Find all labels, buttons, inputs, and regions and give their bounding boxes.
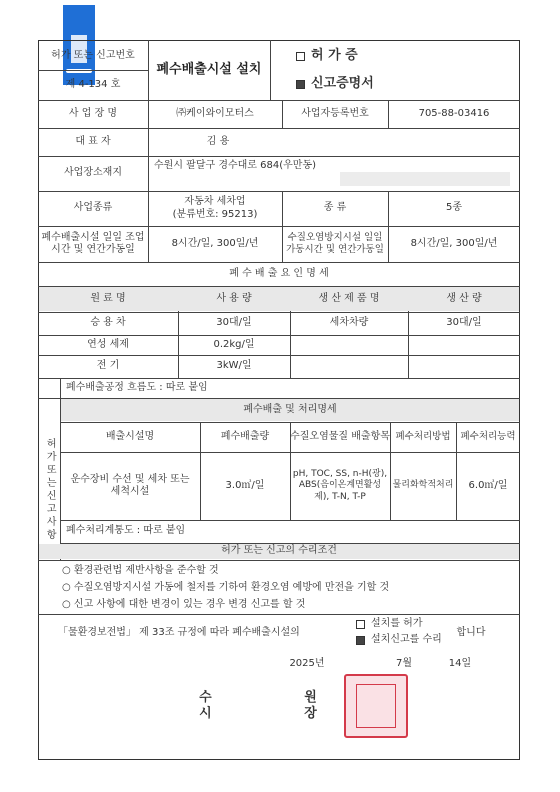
material-3: 전 기 (96, 360, 120, 372)
permit-number: 제 4-134 호 (65, 79, 121, 91)
process-note: 폐수배출공정 흐름도 : 따로 붙임 (66, 381, 208, 393)
redaction-bar (340, 172, 510, 186)
permit-install-checkbox (356, 620, 365, 629)
factors-section-title: 폐 수 배 출 요 인 명 세 (229, 267, 329, 279)
footer-option-1: 설치를 허가 (350, 617, 470, 631)
col-output: 생 산 량 (446, 292, 482, 304)
op-time-value: 8시간/일, 300일/년 (171, 237, 259, 249)
usage-2: 0.2kg/일 (213, 338, 255, 350)
op-time-label: 폐수배출시설 일일 조업시간 및 연간가동일 (41, 231, 145, 255)
footer-statement: 「물환경보전법」 제 33조 규정에 따라 폐수배출시설의 (58, 626, 300, 638)
site-name: ㈜케이와이모터스 (176, 107, 254, 119)
col-items: 수질오염물질 배출항목 (290, 430, 390, 442)
product-1: 세차차량 (329, 317, 369, 329)
footer-suffix: 합니다 (456, 626, 486, 638)
side-label: 허가또는신고사항 (44, 438, 56, 542)
condition-2: ○ 수질오염방지시설 가동에 철저를 기하여 환경오염 예방에 만전을 기할 것 (62, 582, 390, 594)
reg-no: 705-88-03416 (418, 107, 490, 119)
document-title: 폐수배출시설 설치 (156, 61, 262, 77)
col-usage: 사 용 량 (216, 292, 252, 304)
treatment-capacity: 6.0㎥/일 (468, 479, 508, 491)
kind-label: 종 류 (323, 202, 347, 214)
permit-number-label: 허가 또는 신고번호 (51, 49, 135, 61)
col-capacity: 폐수처리능력 (460, 431, 516, 443)
report-accept-checkbox (356, 636, 365, 645)
site-name-label: 사 업 장 명 (68, 107, 118, 119)
report-checkbox (296, 80, 305, 89)
issuer: 수 원 시 장 (199, 689, 361, 721)
col-method: 폐수처리방법 (395, 431, 451, 443)
rep-name: 김 용 (206, 135, 230, 147)
material-1: 승 용 차 (90, 317, 126, 329)
rep-label: 대 표 자 (75, 135, 111, 147)
treatment-note: 폐수처리계통도 : 따로 붙임 (66, 525, 186, 537)
prev-time-value: 8시간/일, 300일/년 (410, 237, 498, 249)
condition-3: ○ 신고 사항에 대한 변경이 있는 경우 변경 신고를 할 것 (62, 599, 306, 611)
address-label: 사업장소재지 (64, 167, 122, 179)
option-permit: 허 가 증 (290, 44, 490, 68)
discharge-amount: 3.0㎥/일 (225, 479, 265, 491)
usage-1: 30대/일 (216, 317, 252, 329)
condition-1: ○ 환경관련법 제반사항을 준수할 것 (62, 565, 219, 577)
option-report: 신고증명서 (290, 72, 490, 96)
permit-checkbox (296, 52, 305, 61)
material-2: 연성 세제 (87, 338, 129, 350)
col-material: 원 료 명 (90, 292, 126, 304)
col-facility: 배출시설명 (105, 430, 155, 442)
reg-no-label: 사업자등록번호 (301, 107, 369, 119)
address: 수원시 팔달구 경수대로 684(우만동) (154, 159, 317, 171)
treatment-method: 물리화학적처리 (392, 480, 454, 491)
business-type: 자동차 세차업 (분류번호: 95213) (172, 196, 258, 220)
col-product: 생 산 제 품 명 (318, 292, 380, 304)
usage-3: 3kW/일 (216, 360, 252, 372)
facility-name: 운수장비 수선 및 세차 또는 세척시설 (70, 473, 190, 497)
col-amount: 폐수배출량 (220, 430, 270, 442)
pollutant-items: pH, TOC, SS, n-H(광), ABS(음이온계면활성제), T-N, T-P (292, 469, 388, 502)
conditions-title: 허가 또는 신고의 수리조건 (221, 545, 337, 557)
kind-value: 5종 (445, 202, 463, 214)
footer-option-2: 설치신고를 수리 (350, 633, 470, 647)
date-day: 14일 (448, 657, 472, 669)
prev-time-label: 수질오염방지시설 일일 가동시간 및 연간가동일 (286, 232, 384, 255)
output-1: 30대/일 (446, 317, 482, 329)
discharge-section-title: 폐수배출 및 처리명세 (243, 403, 337, 415)
date-year: 2025년 (289, 657, 325, 669)
date-month: 7월 (395, 657, 413, 669)
business-type-label: 사업종류 (73, 202, 113, 214)
